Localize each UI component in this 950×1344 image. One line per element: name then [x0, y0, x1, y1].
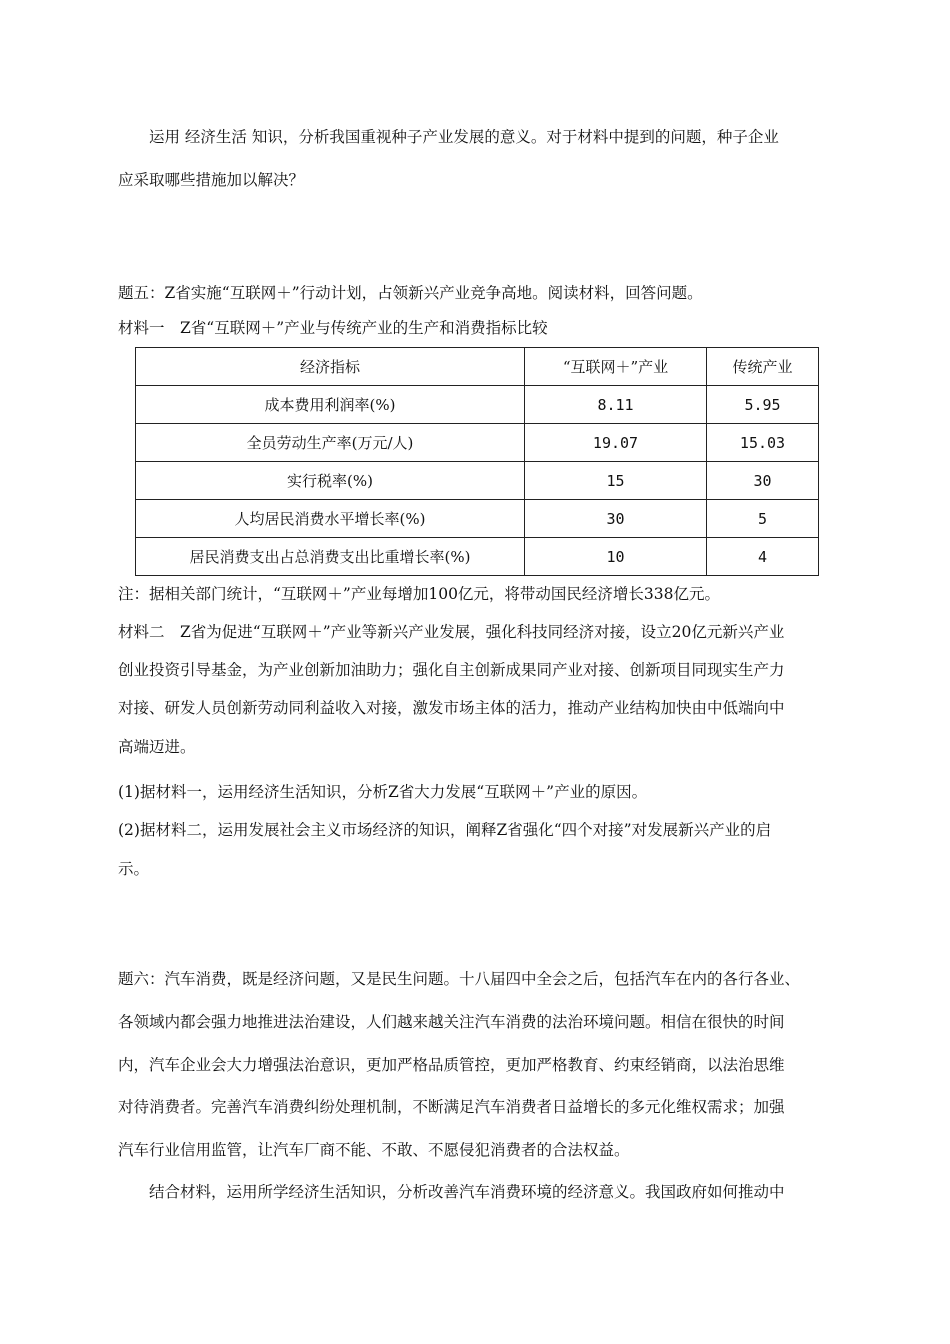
- table-cell: 5: [707, 500, 819, 538]
- q5-material1-title: 材料一 Z省“互联网＋”产业与传统产业的生产和消费指标比较: [118, 319, 548, 337]
- q5-question-1: (1)据材料一，运用经济生活知识，分析Z省大力发展“互联网＋”产业的原因。: [118, 783, 648, 801]
- q5-material2-line: 对接、研发人员创新劳动同利益收入对接，激发市场主体的活力，推动产业结构加快由中低端向中: [118, 699, 785, 717]
- indicator-comparison-table: [135, 347, 819, 576]
- table-cell: 实行税率(%): [136, 462, 525, 500]
- table-cell: 10: [525, 538, 707, 576]
- table-row: [136, 424, 819, 462]
- table-header-cell: 传统产业: [707, 348, 819, 386]
- table-row: [136, 500, 819, 538]
- table-cell: 5.95: [707, 386, 819, 424]
- table-cell: 30: [707, 462, 819, 500]
- table-header-cell: 经济指标: [136, 348, 525, 386]
- table-row: [136, 462, 819, 500]
- q5-question-2-line: 示。: [118, 860, 150, 878]
- table-cell: 19.07: [525, 424, 707, 462]
- q6-paragraph-line: 汽车行业信用监管，让汽车厂商不能、不敢、不愿侵犯消费者的合法权益。: [118, 1141, 630, 1159]
- table-header-row: [136, 348, 819, 386]
- q4-question-line-2: 应采取哪些措施加以解决？: [118, 171, 305, 189]
- table-cell: 30: [525, 500, 707, 538]
- table-cell: 4: [707, 538, 819, 576]
- table-cell: 15: [525, 462, 707, 500]
- q4-question-line-1: 运用 经济生活 知识，分析我国重视种子产业发展的意义。对于材料中提到的问题，种子企业: [149, 128, 779, 146]
- table-cell: 居民消费支出占总消费支出比重增长率(%): [136, 538, 525, 576]
- table-row: [136, 386, 819, 424]
- table-row: [136, 538, 819, 576]
- q5-note: 注：据相关部门统计，“互联网＋”产业每增加100亿元，将带动国民经济增长338亿元。: [118, 585, 721, 603]
- table-header-cell: “互联网＋”产业: [525, 348, 707, 386]
- q6-paragraph-line: 各领域内都会强力地推进法治建设，人们越来越关注汽车消费的法治环境问题。相信在很快的时间: [118, 1013, 785, 1031]
- q5-material2-line: 高端迈进。: [118, 738, 196, 756]
- table-cell: 全员劳动生产率(万元/人): [136, 424, 525, 462]
- q6-paragraph-line: 题六：汽车消费，既是经济问题，又是民生问题。十八届四中全会之后，包括汽车在内的各行各业、: [118, 970, 801, 988]
- table-cell: 成本费用利润率(%): [136, 386, 525, 424]
- table-cell: 8.11: [525, 386, 707, 424]
- q5-material2-line: 材料二 Z省为促进“互联网＋”产业等新兴产业发展，强化科技同经济对接，设立20亿元新兴产业: [118, 623, 785, 641]
- table-cell: 15.03: [707, 424, 819, 462]
- q6-paragraph-line: 内，汽车企业会大力增强法治意识，更加严格品质管控，更加严格教育、约束经销商，以法治思维: [118, 1056, 785, 1074]
- q6-question: 结合材料，运用所学经济生活知识，分析改善汽车消费环境的经济意义。我国政府如何推动中: [149, 1183, 785, 1201]
- q6-paragraph-line: 对待消费者。完善汽车消费纠纷处理机制，不断满足汽车消费者日益增长的多元化维权需求；加强: [118, 1098, 785, 1116]
- q5-title: 题五：Z省实施“互联网＋”行动计划，占领新兴产业竞争高地。阅读材料，回答问题。: [118, 284, 703, 302]
- q5-question-2-line: (2)据材料二，运用发展社会主义市场经济的知识，阐释Z省强化“四个对接”对发展新兴产业的启: [118, 821, 772, 839]
- q5-material2-line: 创业投资引导基金，为产业创新加油助力；强化自主创新成果同产业对接、创新项目同现实生产力: [118, 661, 785, 679]
- table-cell: 人均居民消费水平增长率(%): [136, 500, 525, 538]
